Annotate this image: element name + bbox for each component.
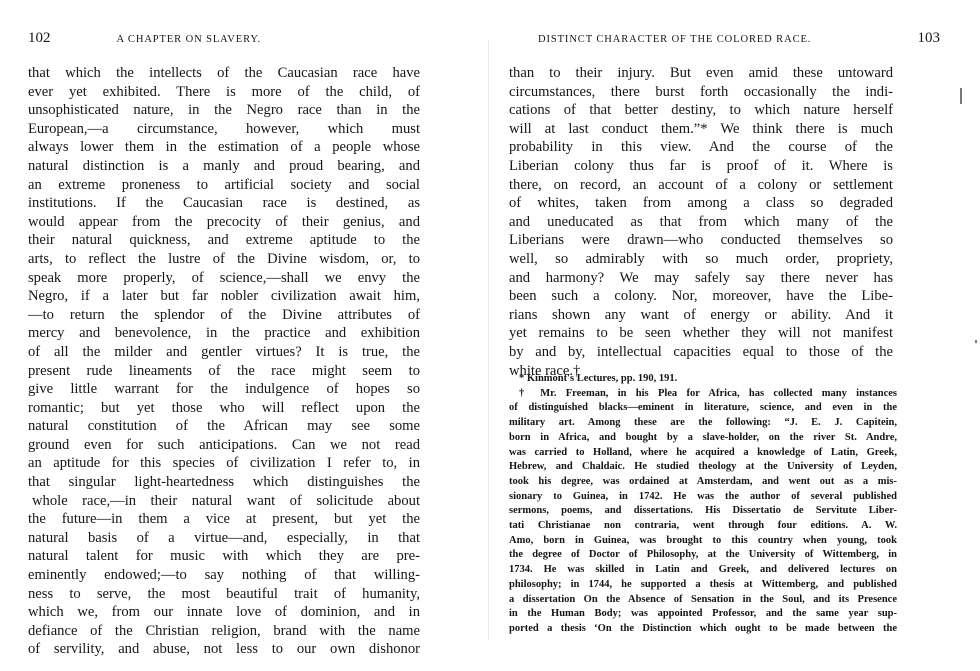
body-line: always lower them in the estimation of a people whose [28, 139, 420, 156]
footnote-line: tati Christianae non contraria, went through four editions. A. W. [509, 520, 897, 532]
body-line: their natural quickness, and extreme aptitude to the [28, 232, 420, 249]
footnote-line: * Kinmont's Lectures, pp. 190, 191. [519, 373, 678, 384]
body-line: Liberian colony thus far is proof of it. Where is [509, 157, 893, 174]
body-line: circumstances, there burst forth occasionally the indi- [509, 83, 893, 100]
right-running-head-title: DISTINCT CHARACTER OF THE COLORED RACE. [538, 34, 812, 45]
body-line: than to their injury. But even amid these untoward [509, 65, 893, 81]
body-line: will at last conduct them.”* We think there is much [509, 120, 893, 137]
body-line: European,—a circumstance, however, which must [28, 120, 420, 137]
body-line: ever yet exhibited. There is more of the child, of [28, 83, 420, 100]
body-line: the future—in them a vice at present, but yet the [28, 511, 420, 528]
footnote-line: military art. Among these are the following: “J. E. J. Capitein, [509, 417, 897, 429]
body-line: of whites, taken from among a class so degraded [509, 195, 893, 212]
body-line: natural talent for music with which they are pre- [28, 548, 420, 565]
right-running-header [538, 30, 940, 52]
body-line: arts, to reflect the lustre of the Divine wisdom, or, to [28, 250, 420, 267]
body-line: —to return the splendor of the Divine attributes of [28, 306, 420, 323]
body-line: would appear from the precocity of their genius, and [28, 213, 420, 230]
footnote-line: in the Human Body; was appointed Professor, and the same year sup- [509, 608, 897, 620]
footnote-line: was carried to Holland, where he acquired a knowledge of Latin, Greek, [509, 446, 897, 458]
body-line: an extreme proneness to artificial society and social [28, 176, 420, 193]
body-line: give little warrant for the indulgence of hopes so [28, 381, 420, 398]
body-line: natural distinction is a manly and proud bearing, and [28, 157, 420, 174]
body-line: that singular light-heartedness which distinguishes the [28, 474, 420, 491]
body-line: been such a colony. Nor, moreover, have the Libe- [509, 288, 893, 305]
body-line: speak more properly, of science,—shall we envy the [28, 269, 420, 286]
footnotes [509, 372, 897, 637]
body-line: by and by, intellectual capacities equal to those of the [509, 343, 893, 360]
body-line: there, on record, an account of a colony or settlement [509, 176, 893, 193]
footnote-line: Hebrew, and Chaldaic. He studied theology at the University of Leyden, [509, 461, 897, 473]
body-line: Liberians were drawn—who conducted themselves so [509, 232, 893, 249]
footnote-line: the degree of Doctor of Philosophy, at the University of Wittemberg, in [509, 549, 897, 561]
footnote-line: a dissertation On the Absence of Sensation in the Soul, and its Presence [509, 593, 897, 605]
footnote-line: Amo, born in Guinea, was brought to this country when young, took [509, 534, 897, 546]
footnote-line: philosophy; in 1744, he supported a thesis at Wittemberg, and published [509, 578, 897, 590]
footnote-line: † Mr. Freeman, in his Plea for Africa, has collected many instances [519, 387, 897, 399]
body-line: mercy and benevolence, in the practice and exhibition [28, 325, 420, 342]
footnote-line: sionary to Guinea, in 1742. He was the author of several published [509, 490, 897, 502]
footnote-line: 1734. He was skilled in Latin and Greek, and delivered lectures on [509, 564, 897, 576]
footnote-line: ported a thesis ‘On the Distinction which ought to be made between the [509, 622, 897, 634]
scan-speck [960, 88, 962, 104]
body-line: yet remains to be seen whether they will not manifest [509, 325, 893, 342]
body-line: natural basis of a virtue—and, especially, in that [28, 529, 420, 546]
footnote-line: sermons, poems, and dissertations. His Dissertatio de Servitute Liber- [509, 505, 897, 517]
right-body-text [509, 64, 893, 380]
footnote-line: born in Africa, and bought by a slave-holder, on the river St. Andre, [509, 431, 897, 443]
scan-speck [975, 340, 977, 343]
left-body-text [28, 64, 420, 659]
body-line: an aptitude for this species of civilization I refer to, in [28, 455, 420, 472]
body-line: eminently endowed;—to say nothing of that willing- [28, 567, 420, 584]
body-line: unsophisticated nature, in the Negro race than in the [28, 102, 420, 119]
body-line: present rude lineaments of the race might seem to [28, 362, 420, 379]
body-line: ness to serve, the most beautiful trait of humanity, [28, 585, 420, 602]
body-line: that which the intellects of the Caucasian race have [28, 65, 420, 81]
body-line: Negro, if a later but far nobler civilization await him, [28, 288, 420, 305]
body-line: romantic; but yet those who will reflect upon the [28, 399, 420, 416]
right-page-number: 103 [917, 30, 940, 46]
right-page [490, 0, 980, 671]
body-line: and harmony? We may safely say there never has [509, 269, 893, 286]
body-line: cations of that better destiny, to which nature herself [509, 102, 893, 119]
book-gutter [488, 40, 489, 640]
body-line: institutions. If the Caucasian race is destined, as [28, 195, 420, 212]
body-line: defiance of the Christian religion, brand with the name [28, 622, 420, 639]
footnote-line: took his degree, was ordained at Amsterdam, and went out as a mis- [509, 475, 897, 487]
body-line: probability in this view. And the course of the [509, 139, 893, 156]
left-running-head-title: A CHAPTER ON SLAVERY. [116, 34, 262, 45]
body-line: natural constitution of the African may see some [28, 418, 420, 435]
body-line: whole race,—in their natural want of solicitude about [32, 492, 420, 509]
body-line: of all the milder and gentler virtues? It is true, the [28, 343, 420, 360]
body-line: which we, from our innate love of dominion, and in [28, 604, 420, 621]
left-page-number: 102 [28, 30, 51, 46]
body-line: of servility, and abuse, not less to our own dishonor [28, 641, 420, 658]
body-line: rians shown any want of energy or ability. And it [509, 306, 893, 323]
footnote-line: of distinguished blacks—eminent in literature, science, and even in the [509, 402, 897, 414]
body-line: white race.† [509, 362, 581, 379]
body-line: well, so admirably with so much order, propriety, [509, 250, 893, 267]
left-running-header [28, 30, 428, 52]
body-line: ground even for such anticipations. Can we not read [28, 436, 420, 453]
body-line: and uneducated as that from which many of the [509, 213, 893, 230]
